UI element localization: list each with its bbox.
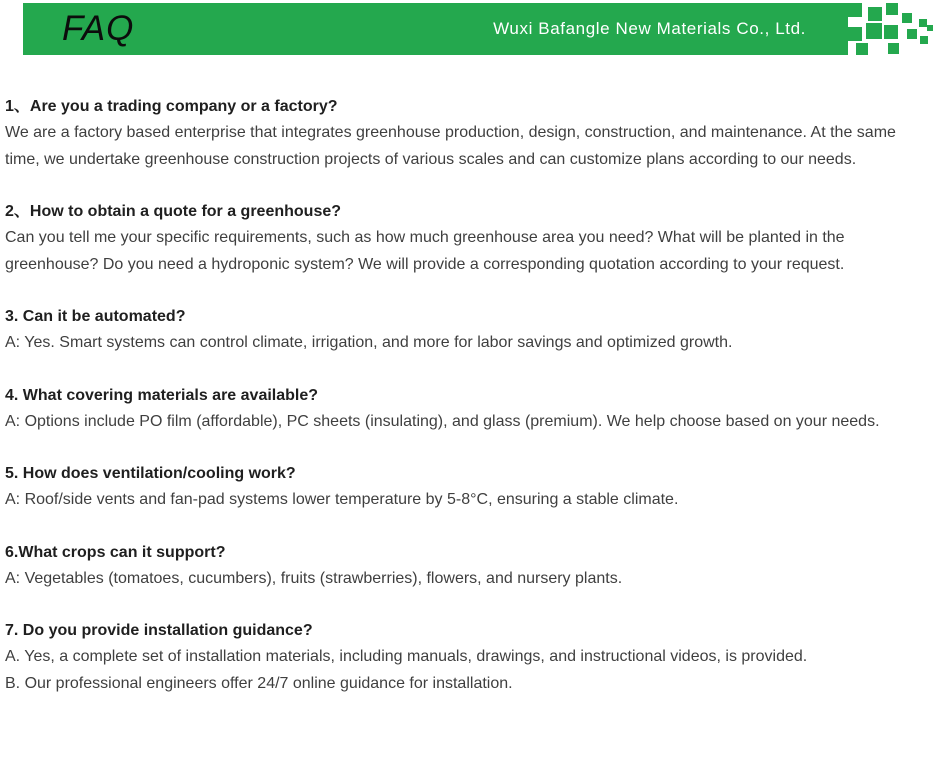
faq-question: 4. What covering materials are available? [5,386,319,404]
faq-banner [23,3,936,55]
faq-question: 6.What crops can it support? [5,543,226,561]
faq-question: 7. Do you provide installation guidance? [5,622,313,639]
faq-question: 3. Can it be automated? [5,308,186,325]
faq-item [5,383,930,436]
faq-question: 2、How to obtain a quote for a greenhouse? [5,203,342,220]
faq-item [5,461,930,514]
faq-list [5,94,930,723]
faq-item [5,94,930,173]
faq-answer: We are a factory based enterprise that integrates greenhouse production, design, construction, and maintenance. At the same time, we undertake greenhouse construction projects of various scales and can customize plans according to our needs. [5,124,896,168]
faq-answer: B. Our professional engineers offer 24/7 online guidance for installation. [5,674,513,692]
faq-answer: A: Roof/side vents and fan-pad systems lower temperature by 5-8°C, ensuring a stable climate. [5,491,679,508]
company-name: Wuxi Bafangle New Materials Co., Ltd. [493,19,806,38]
pixel-decoration-icon [23,3,936,55]
faq-item [5,304,930,357]
faq-item [5,199,930,278]
faq-answer: A: Vegetables (tomatoes, cucumbers), fruits (strawberries), flowers, and nursery plants. [5,569,623,587]
faq-item [5,540,930,593]
faq-question: 1、Are you a trading company or a factory? [5,98,338,115]
faq-question: 5. How does ventilation/cooling work? [5,465,296,482]
faq-answer: A: Yes. Smart systems can control climate, irrigation, and more for labor savings and optimized growth. [5,334,733,351]
page-title: FAQ [23,3,158,55]
faq-item [5,618,930,697]
faq-answer: A. Yes, a complete set of installation materials, including manuals, drawings, and instructional videos, is provided. [5,648,808,665]
faq-answer: Can you tell me your specific requirements, such as how much greenhouse area you need? What will be planted in the greenhouse? Do you need a hydroponic system? We will provide a corresponding quotation according to your request. [5,229,845,273]
faq-answer: A: Options include PO film (affordable), PC sheets (insulating), and glass (premium). We help choose based on your needs. [5,412,880,430]
